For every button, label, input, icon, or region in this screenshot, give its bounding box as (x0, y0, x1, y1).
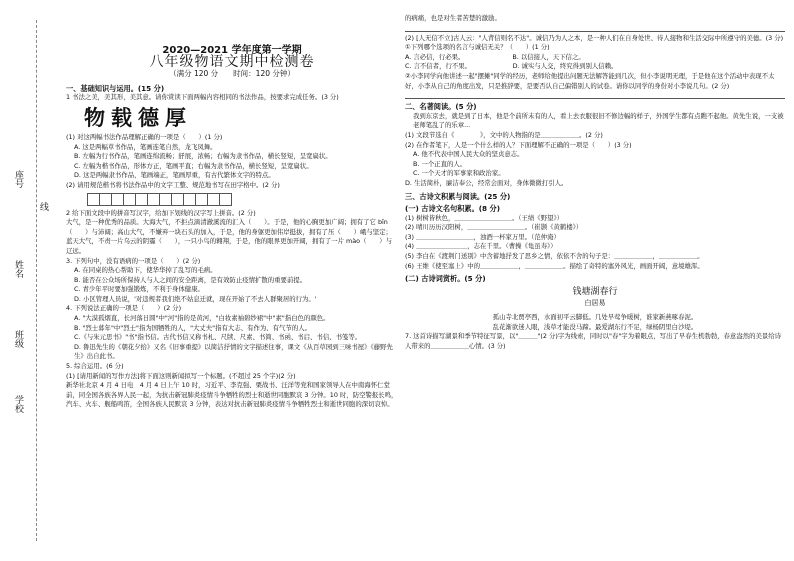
question-text: 5. 综合运用。(6 分) (66, 362, 124, 371)
question-text: ②小李同学向他讲述一起"摆摊"同学的经历，老师给他提出问题无法解答能到几次，但小李说明无理，于是他在这个活动中表现不太好，小李从自己的角度出发，只是推辞要，是要否认自己偏错别人的试卷。请你以同学的身份对小李说几句。(2 分) (405, 71, 775, 90)
question-text: A. 他不代表中国人民大众的坚贞意志。 (413, 150, 524, 159)
question-text: C. 言不信者，行不果。 D. 诚实与人交，终究得到别人信赖。 (405, 62, 618, 71)
question-text: D. 小区管理人员说，'对违规者我们绝不姑息迁就，现在开始了不去人群聚居的行为。' (74, 294, 317, 303)
tianzige-grid (88, 193, 398, 206)
question-text: B. 一个正直的人。 (413, 159, 467, 168)
question-text: 的病痛，也是对生者苦楚的激励。 (405, 14, 501, 22)
right-column (405, 14, 785, 351)
name-label: 姓名 (13, 260, 23, 278)
question-text: (2) 请用规范楷书将书法作品中的文字工整、规范地书写在田字格中。(2 分) (66, 180, 280, 189)
question-text: (3) ＿＿＿＿＿＿＿＿＿，浊酒一杯家万里。（范仲淹） (405, 232, 560, 241)
question-text: 7. 这首诗描写湖景和季节特征写景，以"＿＿＿"(2 分)字为线索，同时以"春"字为着眼点，写出了早春生机勃勃，春意盎然的美景给诗人带来的＿＿＿＿＿＿心情。(3 分) (405, 332, 782, 350)
question-text: D. 鲁迅先生的《朝花夕拾》又名《旧事重提》以简洁抒情的文字描述往事，课文《从百草园到三味书屋》《藤野先生》出自此书。 (74, 342, 393, 361)
section-heading: (一) 古诗文名句积累。(8 分) (405, 204, 501, 214)
question-text: (1) 树树皆秋色，＿＿＿＿＿＿＿＿＿。（王绩《野望》） (405, 213, 564, 222)
question-text: C. 左幅为楷书作品，形体方正，笔画平直；右幅为隶书作品，横长竖短，呈宽扁状。 (74, 161, 313, 170)
question-text: 3. 下列句中，没有语病的一项是（ ）(2 分) (66, 256, 201, 265)
seal-line (36, 20, 37, 541)
answer-line[interactable] (405, 96, 785, 99)
question-text: (2) 在作者笔下，人是一个什么样的人？下面理解不正确的一项是（ ）(3 分) (405, 140, 632, 149)
score-time: （满分 120 分 时间：120 分钟） (169, 69, 295, 79)
question-text: (1) 文段节选自《 》，文中的人物指的是＿＿＿＿＿＿。(2 分) (405, 130, 603, 139)
poem-author: 白居易 (584, 299, 606, 308)
question-text: D. 生活简朴，廉洁奉公，经常会面对，身体微微打引人。 (405, 178, 568, 187)
question-text: A. 言必信，行必果。 B. 以信接人，天下信之。 (405, 52, 585, 61)
question-text: A. "大漠孤烟直，长河落日圆"中"河"指的是黄河，"白妆素袖碧纱裙"中"素"指白色的颜色。 (74, 314, 330, 323)
question-text: (4) ＿＿＿＿＿＿＿＿，志在千里。（曹操《龟虽寿》） (405, 242, 557, 251)
question-text: D. 这是两幅隶书作品，笔画端正，笔画厚重，有古代繁体文字的特点。 (74, 171, 275, 180)
section-heading: 一、基础知识与运用。(15 分) (66, 83, 165, 93)
question-text: 大气，是一种优秀的品质。大海大气，不拒点滴清澈溪流的汇入（ ）。于是，他的心胸更加广阔；拥有了它 bīn（ ）与沛阔；高山大气，不嫌弃一块石头的加入，于是，他的身躯更加伟岸挺拔，拥有了压（ ）峨与坚定；蓝天大气，不责一片乌云的阴霾（ ），一只小鸟的翱翔，于是，他的眼界更加开阔，拥有了一片 mào（ ）与辽远。 (66, 218, 393, 255)
question-text: (1) 对这两幅书法作品理解正确的一项是（ ）(1 分) (66, 132, 223, 141)
seat-label: 座号 (13, 170, 23, 188)
question-text: (1) [请用新闻的写作方法]将下面这则新闻拟写一个标题。(不超过 25 个字)(2 分) (66, 371, 296, 380)
answer-line[interactable] (405, 29, 785, 32)
question-text: 孤山寺北贾亭西，水面初平云脚低。几处早莺争暖树，谁家新燕啄春泥。 (492, 313, 698, 322)
question-text: (2) 晴川历历汉阳树，＿＿＿＿＿＿＿＿＿。（崔颢《黄鹤楼》） (405, 223, 583, 232)
left-questions (66, 84, 398, 410)
school-label: 学校 (13, 395, 23, 413)
question-text: 我到东京去，就是到了日本，他是个前所未有的人，看上去衣服很旧不修边幅的样子，外国学生都有点瞧不起他。黄先生说，一支被老师笔乱了的乐章... (413, 111, 784, 130)
section-heading: 二、名著阅读。(5 分) (405, 102, 477, 112)
poem-title: 钱塘湖春行 (572, 286, 618, 297)
question-text: ①下列哪个选项的名言与诚信无关？（ ）(1 分) (405, 43, 550, 52)
left-column (66, 0, 398, 410)
binding-gutter (0, 0, 62, 561)
question-text: 乱花渐欲迷人眼，浅草才能没马蹄。最爱湖东行不足，绿杨阴里白沙堤。 (492, 322, 698, 331)
question-text: 4. 下列说法正确的一项是（ ）(2 分) (66, 304, 182, 313)
question-text: B. 左幅为行书作品，笔画连绵流畅；舒展，浓畅；右幅为隶书作品，横长竖短，呈宽扁状。 (74, 152, 332, 161)
section-heading: 三、古诗文积累与阅读。(25 分) (405, 191, 511, 201)
question-text: 1 书法之美，美其形，美其意。请你赏读下面两幅内容相同的书法作品，按要求完成任务。(3 分) (66, 93, 339, 102)
exam-year: 2020—2021 学年度第一学期 (162, 45, 302, 56)
section-heading: (二) 古诗词赏析。(5 分) (405, 274, 486, 284)
question-text: C. 青少年平时要加强锻炼，不利于身体健康。 (74, 285, 204, 294)
question-text: B. "烈士暮年"中"烈士"指为国牺牲的人，"大丈夫"指有大志、有作为、有气节的人。 (74, 323, 311, 332)
question-text: A. 在同桌的热心帮助下，使华华掉了乱写的毛病。 (74, 266, 217, 275)
writing-cell[interactable] (219, 193, 232, 206)
right-questions (405, 14, 785, 351)
question-text: (6) 王维《使至塞上》中的＿＿＿＿＿＿，＿＿＿＿＿＿。描绘了奇特的塞外风光，画面开阔，意境雄浑。 (405, 261, 704, 270)
calligraphy-sample: 物载德厚 (84, 104, 192, 130)
question-text: (2) [人无信不立]古人云："人背信则名不达"。诚信乃为人之本，是一种人们在自身处世、待人接物和生活交际中所遵守的美德。(3 分) (405, 33, 784, 42)
question-text: A. 这是两幅草书作品，笔画连笔自然，龙飞凤舞。 (74, 142, 217, 151)
question-text: B. 能否在公众场所保持人与人之间的安全距离，是有效防止疫情扩散的重要前提。 (74, 275, 307, 284)
question-text: (5) 李白在《渡荆门送别》中含蓄地抒发了思乡之情，依依不舍的句子是：＿＿＿＿＿＿，＿＿＿＿＿＿。 (405, 252, 704, 261)
question-text: 2 给下面文段中的拼音写汉字，给加下划线的汉字写上拼音。(2 分) (66, 208, 256, 217)
question-text: C. 一个天才的军事家和政治家。 (413, 169, 505, 178)
question-text: 新华社北京 4 月 4 日电 4 月 4 日上午 10 时，习近平、李克强、栗战书、汪洋等党和国家领导人在中南海怀仁堂前，同全国各族各界人民一起，为抗击新冠肺炎疫情斗争牺牲的烈士和逝世同胞默哀 3 分钟。10 时，防空警报长鸣，汽车、火车、舰船鸣笛，全国各族人民默哀 3 分钟，表达对抗击新冠肺炎疫情斗争牺牲烈士和逝世同胞的深切哀悼。 (66, 381, 398, 409)
class-label: 班级 (13, 330, 23, 348)
question-text: C.《与朱元思书》"书"指书信。古代书信又称书札、尺牍、尺素、书简、书函、书启、书信、书笺等。 (74, 333, 362, 342)
exam-title: 八年级物语文期中检测卷 (149, 53, 315, 70)
seal-mark: 线 (40, 203, 50, 213)
